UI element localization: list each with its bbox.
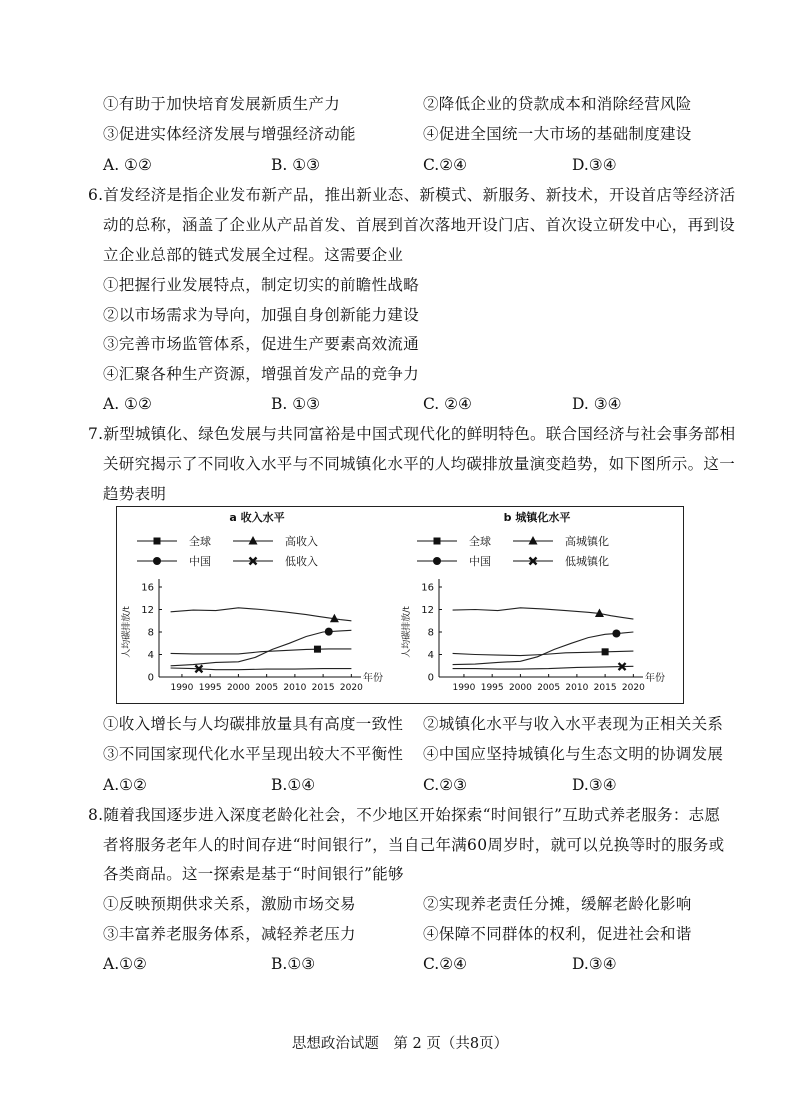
chart2-x-tick-label: 2000 xyxy=(508,683,532,693)
chart1-x-tick-label: 2000 xyxy=(226,683,250,693)
chart1-x-tick-label: 2020 xyxy=(339,683,363,693)
chart1-y-tick-label: 4 xyxy=(147,650,154,661)
q6-option-1: ①把握行业发展特点，制定切实的前瞻性战略 xyxy=(103,276,420,294)
carbon-emission-figure xyxy=(116,506,684,704)
q5-option-2: ②降低企业的贷款成本和消除经营风险 xyxy=(423,95,692,113)
chart2-x-tick-label: 2010 xyxy=(565,683,589,693)
chart1-x-tick-label: 2015 xyxy=(311,683,335,693)
chart2-y-tick-label: 4 xyxy=(427,650,434,661)
q7-option-3: ③不同国家现代化水平呈现出较大不平衡性 xyxy=(103,745,404,763)
chart1-y-label: 人均碳排放/t xyxy=(122,606,132,658)
q7-choice-b: B.①④ xyxy=(271,776,316,794)
chart2-x-tick-label: 1990 xyxy=(452,683,476,693)
q5-option-1: ①有助于加快培育发展新质生产力 xyxy=(103,95,341,113)
chart1-x-tick-label: 2010 xyxy=(283,683,307,693)
chart1-series-marker-2 xyxy=(325,628,333,636)
q5-choice-d: D.③④ xyxy=(572,156,617,174)
q7-option-4: ④中国应坚持城镇化与生态文明的协调发展 xyxy=(423,745,724,763)
chart2-series-line-3 xyxy=(453,666,634,669)
chart2-legend-label: 高城镇化 xyxy=(565,535,609,548)
chart1-x-tick-label: 2005 xyxy=(255,683,279,693)
chart1-series-line-2 xyxy=(171,630,352,666)
chart2-y-tick-label: 8 xyxy=(427,627,434,639)
q8-option-1: ①反映预期供求关系，激励市场交易 xyxy=(103,895,356,913)
q8-stem-line-3: 各类商品。这一探索是基于“时间银行”能够 xyxy=(103,865,404,883)
q7-stem-line-1: 7.新型城镇化、绿色发展与共同富裕是中国式现代化的鲜明特色。联合国经济与社会事务部相 xyxy=(88,425,736,443)
q8-stem-line-1: 8.随着我国逐步进入深度老龄化社会，不少地区开始探索“时间银行”互助式养老服务：志愿 xyxy=(88,806,721,824)
q5-choice-a: A. ①② xyxy=(103,156,152,174)
chart1-legend-label: 全球 xyxy=(189,535,211,548)
q8-choice-a: A.①② xyxy=(103,955,147,973)
q6-option-2: ②以市场需求为导向，加强自身创新能力建设 xyxy=(103,306,420,324)
q7-choice-d: D.③④ xyxy=(572,776,617,794)
q6-option-4: ④汇聚各种生产资源，增强首发产品的竞争力 xyxy=(103,365,420,383)
figure-svg xyxy=(117,507,682,702)
chart2-x-label: 年份 xyxy=(645,673,665,684)
q6-stem-line-2: 动的总称，涵盖了企业从产品首发、首展到首次落地开设门店、首次设立研发中心，再到设 xyxy=(103,216,736,234)
q7-choice-c: C.②③ xyxy=(423,776,468,794)
chart2-legend-label: 中国 xyxy=(469,555,491,568)
chart2-x-tick-label: 2005 xyxy=(537,683,561,693)
q7-option-1: ①收入增长与人均碳排放量具有高度一致性 xyxy=(103,715,404,733)
chart2-series-marker-1 xyxy=(612,630,620,638)
q5-choice-b: B. ①③ xyxy=(271,156,321,174)
q6-choice-a: A. ①② xyxy=(103,395,152,413)
chart2-y-tick-label: 16 xyxy=(421,582,434,594)
chart1-y-tick-label: 0 xyxy=(147,672,154,684)
chart2-series-line-1 xyxy=(453,632,634,665)
q5-choice-c: C.②④ xyxy=(423,156,468,174)
chart2-legend-marker xyxy=(529,536,538,545)
q6-stem-line-3: 立企业总部的链式发展全过程。这需要企业 xyxy=(103,246,404,264)
q7-choice-a: A.①② xyxy=(103,776,147,794)
chart2-x-tick-label: 2015 xyxy=(593,683,617,693)
chart2-legend-marker xyxy=(433,557,441,565)
q6-choice-d: D. ③④ xyxy=(572,395,622,413)
chart1-legend-label: 低收入 xyxy=(285,555,318,568)
chart1-series-line-0 xyxy=(171,608,352,621)
q6-stem-line-1: 6.首发经济是指企业发布新产品，推出新业态、新模式、新服务、新技术，开设首店等经济活 xyxy=(88,186,736,204)
q8-stem-line-2: 者将服务老年人的时间存进“时间银行”，当自己年满60周岁时，就可以兑换等时的服务或 xyxy=(103,836,725,854)
chart2-y-label: 人均碳排放/t xyxy=(402,606,412,658)
chart1-y-tick-label: 8 xyxy=(147,627,154,639)
chart2-legend-label: 低城镇化 xyxy=(565,555,609,568)
chart1-title: a 收入水平 xyxy=(229,511,285,524)
q8-choice-c: C.②④ xyxy=(423,955,468,973)
chart2-y-tick-label: 12 xyxy=(421,605,434,616)
chart1-legend-marker xyxy=(249,536,258,545)
q5-option-3: ③促进实体经济发展与增强经济动能 xyxy=(103,125,356,143)
q6-choice-b: B. ①③ xyxy=(271,395,321,413)
chart2-x-tick-label: 2020 xyxy=(621,683,645,693)
chart1-series-marker-1 xyxy=(314,646,321,653)
chart2-legend-label: 全球 xyxy=(469,535,491,548)
chart2-y-tick-label: 0 xyxy=(427,672,434,684)
chart2-x-tick-label: 1995 xyxy=(480,683,504,693)
q8-option-3: ③丰富养老服务体系，减轻养老压力 xyxy=(103,925,356,943)
chart1-x-tick-label: 1990 xyxy=(170,683,194,693)
chart1-x-label: 年份 xyxy=(363,673,383,684)
q6-option-3: ③完善市场监管体系，促进生产要素高效流通 xyxy=(103,335,420,353)
page-footer: 思想政治试题 第 2 页（共8页） xyxy=(291,1036,509,1052)
q8-option-2: ②实现养老责任分摊，缓解老龄化影响 xyxy=(423,895,692,913)
chart1-y-tick-label: 12 xyxy=(141,605,154,616)
q8-choice-d: D.③④ xyxy=(572,955,617,973)
q8-choice-b: B.①③ xyxy=(271,955,316,973)
q5-option-4: ④促进全国统一大市场的基础制度建设 xyxy=(423,125,692,143)
q7-stem-line-3: 趋势表明 xyxy=(103,485,167,503)
q7-stem-line-2: 关研究揭示了不同收入水平与不同城镇化水平的人均碳排放量演变趋势，如下图所示。这一 xyxy=(103,455,736,473)
q8-option-4: ④保障不同群体的权利，促进社会和谐 xyxy=(423,925,692,943)
chart1-legend-label: 高收入 xyxy=(285,535,318,548)
chart2-title: b 城镇化水平 xyxy=(503,511,571,524)
chart1-legend-marker xyxy=(154,538,161,545)
chart2-series-line-0 xyxy=(453,608,634,619)
chart1-y-tick-label: 16 xyxy=(141,582,154,594)
chart1-legend-label: 中国 xyxy=(189,555,211,568)
q7-option-2: ②城镇化水平与收入水平表现为正相关关系 xyxy=(423,715,724,733)
chart2-series-marker-2 xyxy=(602,648,609,655)
chart1-series-line-1 xyxy=(171,649,352,654)
chart2-legend-marker xyxy=(434,538,441,545)
chart1-legend-marker xyxy=(153,557,161,565)
q6-choice-c: C. ②④ xyxy=(423,395,472,413)
chart1-x-tick-label: 1995 xyxy=(198,683,222,693)
